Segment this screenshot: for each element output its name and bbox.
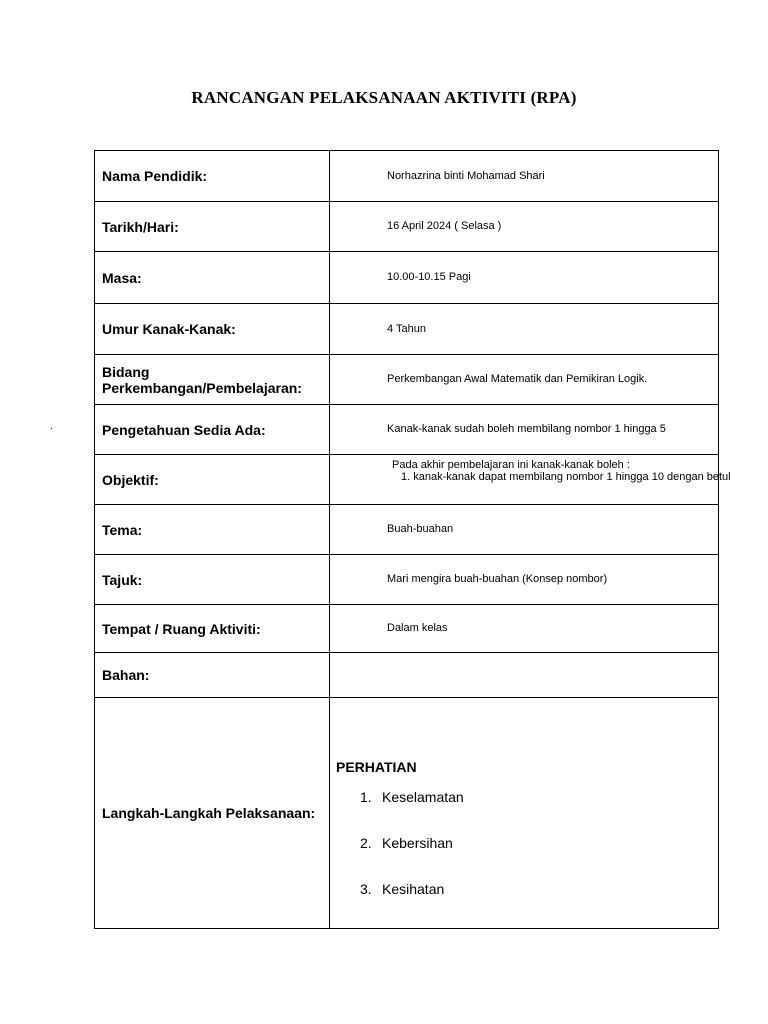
row-value-objektif	[330, 455, 731, 505]
list-item	[360, 789, 464, 835]
document-title: RANCANGAN PELAKSANAAN AKTIVITI (RPA)	[191, 88, 577, 107]
step-text: Keselamatan	[382, 789, 464, 805]
step-number: 3.	[360, 881, 372, 897]
row-label-bahan: Bahan:	[95, 653, 330, 698]
row-label-umur: Umur Kanak-Kanak:	[95, 304, 330, 355]
table-row	[95, 252, 719, 304]
objective-intro: Pada akhir pembelajaran ini kanak-kanak boleh :	[392, 459, 630, 471]
step-text: Kebersihan	[382, 835, 453, 851]
table-row	[95, 202, 719, 252]
row-value-pengetahuan: Kanak-kanak sudah boleh membilang nombor 1 hingga 5	[330, 405, 719, 455]
table-row	[95, 505, 719, 555]
table-row	[95, 605, 719, 653]
row-label-bidang: Bidang Perkembangan/Pembelajaran:	[95, 355, 330, 405]
row-label-nama-pendidik: Nama Pendidik:	[95, 151, 330, 202]
row-label-objektif: Objektif:	[95, 455, 330, 505]
table-row	[95, 405, 719, 455]
row-value-umur: 4 Tahun	[330, 304, 719, 355]
table-row	[95, 355, 719, 405]
table-row	[95, 151, 719, 202]
table-row	[95, 304, 719, 355]
row-value-tarikh-hari: 16 April 2024 ( Selasa )	[330, 202, 719, 252]
row-value-masa: 10.00-10.15 Pagi	[330, 252, 719, 304]
row-value-langkah	[330, 698, 719, 929]
list-item	[360, 881, 464, 927]
row-label-tarikh-hari: Tarikh/Hari:	[95, 202, 330, 252]
table-row	[95, 698, 719, 929]
row-value-bidang: Perkembangan Awal Matematik dan Pemikiran Logik.	[330, 355, 719, 405]
row-value-nama-pendidik: Norhazrina binti Mohamad Shari	[330, 151, 719, 202]
step-number: 2.	[360, 835, 372, 851]
row-value-tempat: Dalam kelas	[330, 605, 719, 653]
table-row	[95, 653, 719, 698]
steps-list	[360, 789, 464, 927]
step-text: Kesihatan	[382, 881, 445, 897]
row-value-bahan	[330, 653, 719, 698]
row-label-tajuk: Tajuk:	[95, 555, 330, 605]
step-number: 1.	[360, 789, 372, 805]
row-label-masa: Masa:	[95, 252, 330, 304]
rpa-table	[94, 150, 731, 929]
table-row	[95, 455, 719, 505]
list-item	[360, 835, 464, 881]
table-row	[95, 555, 719, 605]
row-label-tema: Tema:	[95, 505, 330, 555]
row-value-tema: Buah-buahan	[330, 505, 719, 555]
objective-item: 1. kanak-kanak dapat membilang nombor 1 hingga 10 dengan betul	[401, 471, 731, 483]
row-value-tajuk: Mari mengira buah-buahan (Konsep nombor)	[330, 555, 719, 605]
row-label-tempat: Tempat / Ruang Aktiviti:	[95, 605, 330, 653]
stray-mark: .	[50, 421, 53, 432]
row-label-langkah: Langkah-Langkah Pelaksanaan:	[95, 698, 330, 929]
steps-heading: PERHATIAN	[336, 759, 417, 775]
row-label-pengetahuan: Pengetahuan Sedia Ada:	[95, 405, 330, 455]
